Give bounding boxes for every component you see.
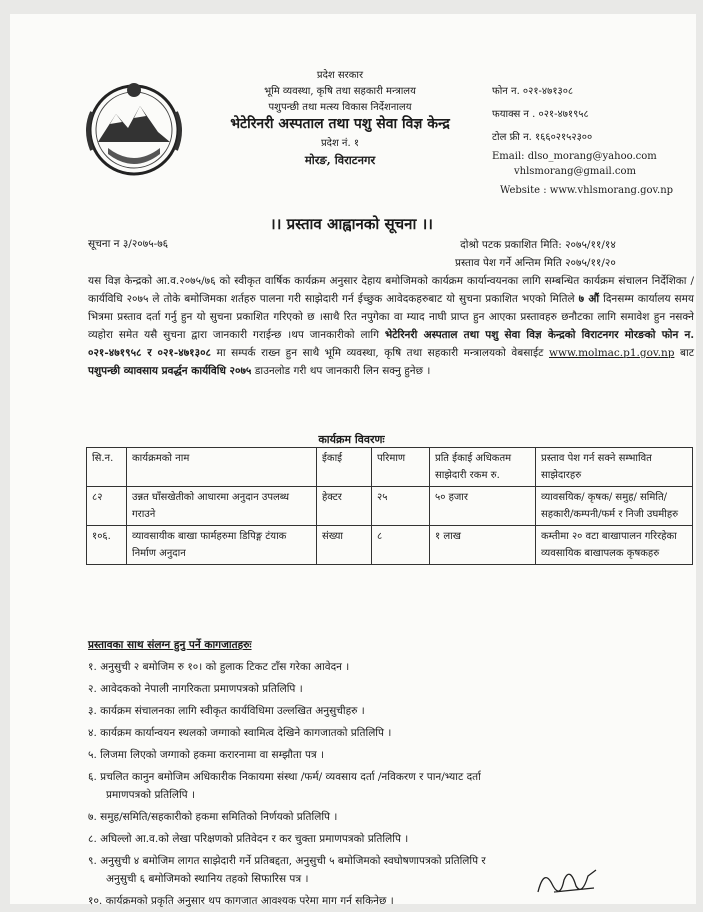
tollfree-number: टोल फ्री न. १६६०२१५२३००	[492, 132, 593, 143]
body-text-4: बाट	[679, 347, 694, 359]
phone-number: फोन न. ०२१-४७१३०८	[492, 86, 574, 97]
office-location: मोरङ, विराटनगर	[304, 153, 376, 167]
body-text-2: दिनसम्म कार्यालय समय भित्रमा प्रस्ताव दर्ता गर्नु हुन यो सुचना प्रकाशित गरिएको छ ।साथै रित नपुगेका वा म्याद नाघी प्राप्त हुन आएका प्रस्तावहरु छनौटका लागि समावेश हुन नसक्ने व्यहोरा समेत यसै सुचना द्वारा जानकारी गराईन्छ ।थप जानकारीको लागि	[88, 293, 694, 341]
office-name: भेटेरिनरी अस्पताल तथा पशु सेवा विज्ञ केन्द्र	[230, 116, 450, 132]
col-header: प्रस्ताव पेश गर्न सक्ने सम्भावित साझेदारहरु	[536, 448, 693, 487]
list-item: २. आवेदकको नेपाली नागरिकता प्रमाणपत्रको प्रतिलिपि ।	[88, 683, 303, 695]
list-item: प्रमाणपत्रको प्रतिलिपि ।	[106, 789, 195, 801]
email-secondary[interactable]: vhlsmorang@gmail.com	[514, 166, 637, 177]
table-cell: उन्नत घाँसखेतीको आधारमा अनुदान उपलब्ध गराउने	[127, 487, 317, 526]
fax-number: फयाक्स न . ०२१-४७१९५८	[492, 109, 589, 120]
list-item: ८. अघिल्लो आ.व.को लेखा परिक्षणको प्रतिवेदन र कर चुक्ता प्रमाणपत्रको प्रतिलिपि ।	[88, 833, 409, 845]
list-item: ९. अनुसुची ४ बमोजिम लागत साझेदारी गर्ने प्रतिबद्दता, अनुसुची ५ बमोजिमको स्वघोषणापत्रको प्रतिलिपि र	[88, 855, 486, 867]
body-bold-1: ७ औं	[578, 293, 600, 305]
col-header: सि.न.	[87, 448, 127, 487]
table-cell: ५० हजार	[430, 487, 536, 526]
list-item: ३. कार्यक्रम संचालनका लागि स्वीकृत कार्यविधिमा उल्लखित अनुसुचीहरु ।	[88, 705, 365, 717]
notice-ref-no: सूचना न ३/२०७५-७६	[88, 238, 169, 250]
list-item: १०. कार्यक्रमको प्रकृति अनुसार थप कागजात आवश्यक परेमा माग गर्न सकिनेछ ।	[88, 895, 394, 907]
office-header	[205, 68, 475, 168]
notice-dates	[455, 236, 616, 272]
province-gov: प्रदेश सरकार	[316, 70, 364, 81]
table-cell: १०६.	[87, 526, 127, 565]
directorate-name: पशुपन्छी तथा मत्स्य विकास निर्देशनालय	[268, 102, 412, 113]
table-cell: ८२	[87, 487, 127, 526]
ministry-website-link[interactable]: www.molmac.p1.gov.np	[549, 347, 675, 359]
table-cell: २५	[372, 487, 430, 526]
list-item: १. अनुसुची २ बमोजिम रु १०। को हुलाक टिकट टाँस गरेका आवेदन ।	[88, 661, 350, 673]
signature-icon	[534, 862, 604, 906]
program-table	[86, 447, 693, 565]
ministry-name: भूमि व्यवस्था, कृषि तथा सहकारी मन्त्रालय	[264, 86, 416, 97]
table-cell: ८	[372, 526, 430, 565]
documents-heading: प्रस्तावका साथ संलग्न हुनु पर्ने कागजातहरुः	[88, 639, 252, 651]
col-header: कार्यक्रमको नाम	[127, 448, 317, 487]
col-header: ईकाई	[317, 448, 372, 487]
table-caption: कार्यक्रम विवरणः	[318, 433, 385, 446]
table-cell: संख्या	[317, 526, 372, 565]
notice-title: ।। प्रस्ताव आह्वानको सूचना ।।	[270, 215, 433, 233]
table-row	[87, 487, 693, 526]
publish-date: दोश्रो पटक प्रकाशित मिति: २०७५/११/१४	[460, 239, 616, 251]
body-bold-3: पशुपन्छी व्यावसाय प्रवर्द्धन कार्यविधि २०७५	[88, 365, 252, 377]
table-cell: व्यावसयिक/ कृषक/ समुह/ समिति/सहकारी/कम्पनी/फर्म र निजी उघमीहरु	[536, 487, 693, 526]
body-text-5: डाउनलोड गरी थप जानकारी लिन सक्नु हुनेछ ।	[254, 365, 431, 377]
email-primary[interactable]: Email: dlso_morang@yahoo.com	[492, 151, 657, 162]
body-text-3: मा सम्पर्क राख्न हुन साथै भूमि व्यवस्था, कृषि तथा सहकारी मन्त्रालयको वेबसाईट	[216, 347, 544, 359]
table-cell: कम्तीमा २० वटा बाखापालन गरिरहेका व्यवसायिक बाखापलक कृषकहरु	[536, 526, 693, 565]
deadline-date: प्रस्ताव पेश गर्ने अन्तिम मिति २०७५/११/२०	[455, 257, 616, 269]
table-cell: व्यावसायीक बाखा फार्महरुमा डिपिङ्ग टंयाक निर्माण अनुदान	[127, 526, 317, 565]
table-cell: हेक्टर	[317, 487, 372, 526]
list-item: ४. कार्यक्रम कार्यान्वयन स्थलको जग्गाको स्वामित्व देखिने कागजातको प्रतिलिपि ।	[88, 727, 392, 739]
list-item: ५. लिजमा लिएको जग्गाको हकमा करारनामा वा सम्झौता पत्र ।	[88, 749, 325, 761]
nepal-emblem-icon	[78, 72, 190, 184]
col-header: प्रति ईकाई अधिकतम साझेदारी रकम रु.	[430, 448, 536, 487]
list-item: ७. समुह/समिति/सहकारीको हकमा समितिको निर्णयको प्रतिलिपि ।	[88, 811, 338, 823]
province-no: प्रदेश नं. १	[320, 138, 360, 149]
table-cell: १ लाख	[430, 526, 536, 565]
list-item: ६. प्रचलित कानुन बमोजिम अधिकारीक निकायमा संस्था /फर्म/ व्यवसाय दर्ता /नविकरण र पान/भ्याट दर्ता	[88, 771, 481, 783]
body-text-1: यस विज्ञ केन्द्रको आ.व.२०७५/७६ को स्वीकृत वार्षिक कार्यक्रम अनुसार देहाय बमोजिमको कार्यक्रम कार्यान्वयनका लागि सम्बन्धित कार्यक्रम संचालन निर्देशिका /कार्यविधि २०७५ ले तोके बमोजिमका शर्तहरु पालना गरी साझेदारी गर्न ईच्छुक आवेदकहरुबाट यो सुचना प्रकाशित भएको मितिले	[88, 275, 694, 305]
website-link[interactable]: Website : www.vhlsmorang.gov.np	[500, 185, 674, 196]
body-bold-2: भेटेरिनरी अस्पताल तथा पशु सेवा विज्ञ केन्द्रको विराटनगर मोरङको फोन न. ०२१-४७१९५८ र ०२१-४७१३०८	[88, 329, 694, 359]
notice-body	[88, 272, 694, 380]
table-header-row	[87, 448, 693, 487]
contact-block	[492, 80, 673, 198]
table-row	[87, 526, 693, 565]
list-item: अनुसुची ६ बमोजिमको स्थानिय तहको सिफारिस पत्र ।	[106, 873, 309, 885]
col-header: परिमाण	[372, 448, 430, 487]
